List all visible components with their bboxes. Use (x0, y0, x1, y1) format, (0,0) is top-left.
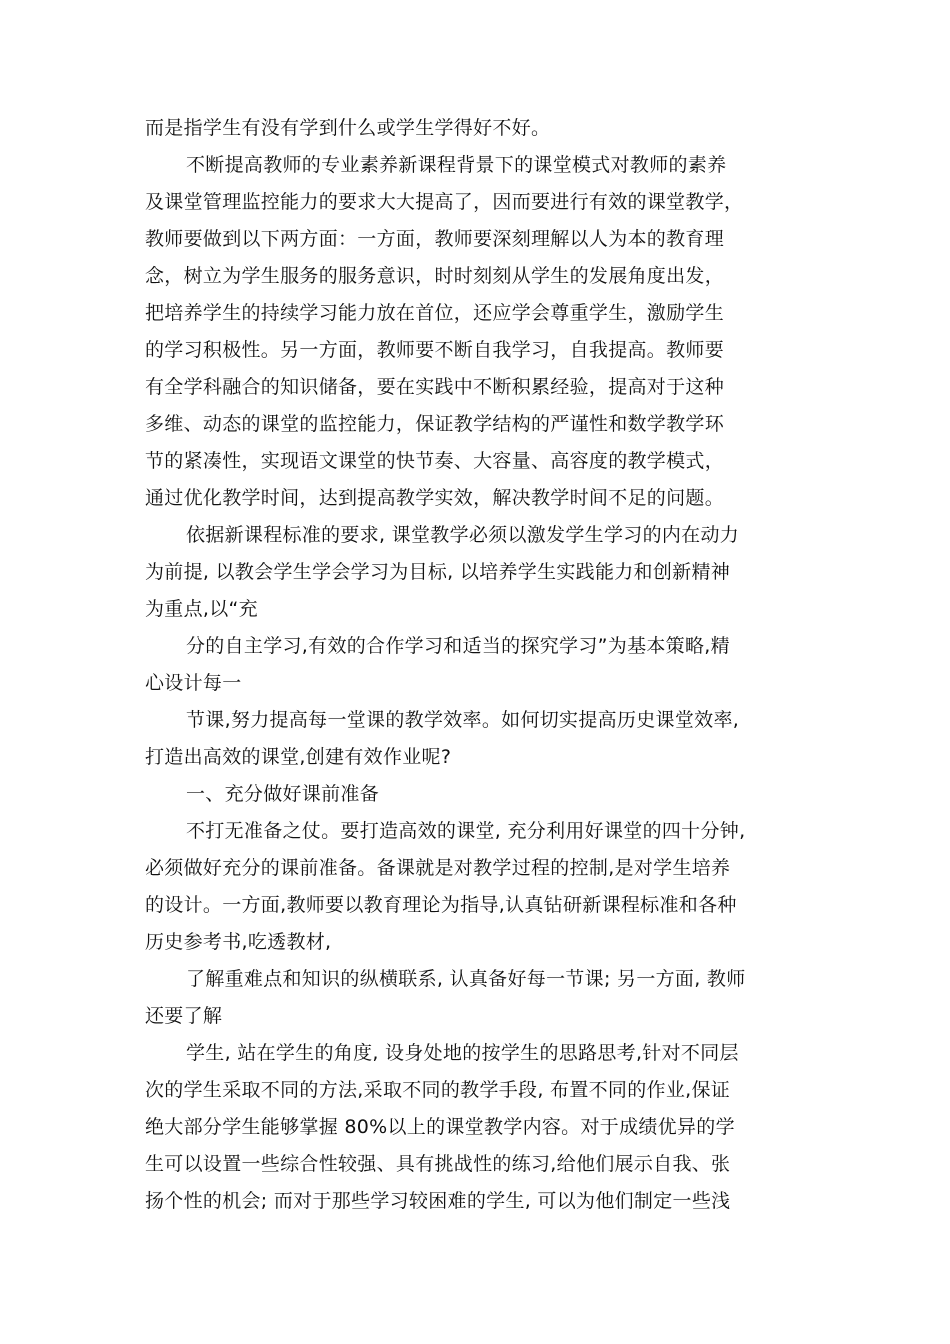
text-line: 为前提, 以教会学生学会学习为目标, 以培养学生实践能力和创新精神 (145, 561, 731, 583)
text-line: 还要了解 (145, 1005, 223, 1027)
text-line: 有全学科融合的知识储备，要在实践中不断积累经验，提高对于这种 (145, 376, 725, 398)
text-line: 的学习积极性。另一方面，教师要不断自我学习，自我提高。教师要 (145, 339, 725, 361)
paragraph-first-line: 分的自主学习,有效的合作学习和适当的探究学习”为基本策略,精 (186, 635, 730, 657)
text-line: 为重点,以“充 (145, 598, 258, 620)
text-line: 的设计。一方面,教师要以教育理论为指导,认真钻研新课程标准和各种 (145, 894, 737, 916)
text-line: 而是指学生有没有学到什么或学生学得好不好。 (145, 117, 551, 139)
text-line: 节的紧凑性，实现语文课堂的快节奏、大容量、高容度的教学模式， (145, 450, 725, 472)
text-line: 绝大部分学生能够掌握 80%以上的课堂教学内容。对于成绩优异的学 (145, 1116, 735, 1138)
text-line: 教师要做到以下两方面：一方面，教师要深刻理解以人为本的教育理 (145, 228, 725, 250)
text-line: 念，树立为学生服务的服务意识，时时刻刻从学生的发展角度出发， (145, 265, 725, 287)
paragraph-first-line: 节课,努力提高每一堂课的教学效率。如何切实提高历史课堂效率, (186, 709, 740, 731)
text-line: 及课堂管理监控能力的要求大大提高了，因而要进行有效的课堂教学， (145, 191, 744, 213)
text-line: 扬个性的机会; 而对于那些学习较困难的学生, 可以为他们制定一些浅 (145, 1190, 731, 1212)
paragraph-first-line: 学生, 站在学生的角度, 设身处地的按学生的思路思考,针对不同层 (186, 1042, 739, 1064)
text-line: 心设计每一 (145, 672, 242, 694)
text-line: 打造出高效的课堂,创建有效作业呢? (145, 746, 452, 768)
text-line: 生可以设置一些综合性较强、具有挑战性的练习,给他们展示自我、张 (145, 1153, 731, 1175)
paragraph-first-line: 不断提高教师的专业素养新课程背景下的课堂模式对教师的素养 (186, 154, 727, 176)
text-line: 必须做好充分的课前准备。备课就是对教学过程的控制,是对学生培养 (145, 857, 731, 879)
text-line: 多维、动态的课堂的监控能力，保证教学结构的严谨性和数学教学环 (145, 413, 725, 435)
paragraph-first-line: 了解重难点和知识的纵横联系, 认真备好每一节课; 另一方面, 教师 (186, 968, 746, 990)
text-line: 把培养学生的持续学习能力放在首位，还应学会尊重学生，激励学生 (145, 302, 725, 324)
text-line: 通过优化教学时间，达到提高教学实效，解决教学时间不足的问题。 (145, 487, 725, 509)
text-line: 次的学生采取不同的方法,采取不同的教学手段, 布置不同的作业,保证 (145, 1079, 731, 1101)
section-heading: 一、充分做好课前准备 (186, 783, 380, 805)
text-line: 历史参考书,吃透教材, (145, 931, 332, 953)
paragraph-first-line: 不打无准备之仗。要打造高效的课堂, 充分利用好课堂的四十分钟, (186, 820, 746, 842)
paragraph-first-line: 依据新课程标准的要求, 课堂教学必须以激发学生学习的内在动力 (186, 524, 740, 546)
